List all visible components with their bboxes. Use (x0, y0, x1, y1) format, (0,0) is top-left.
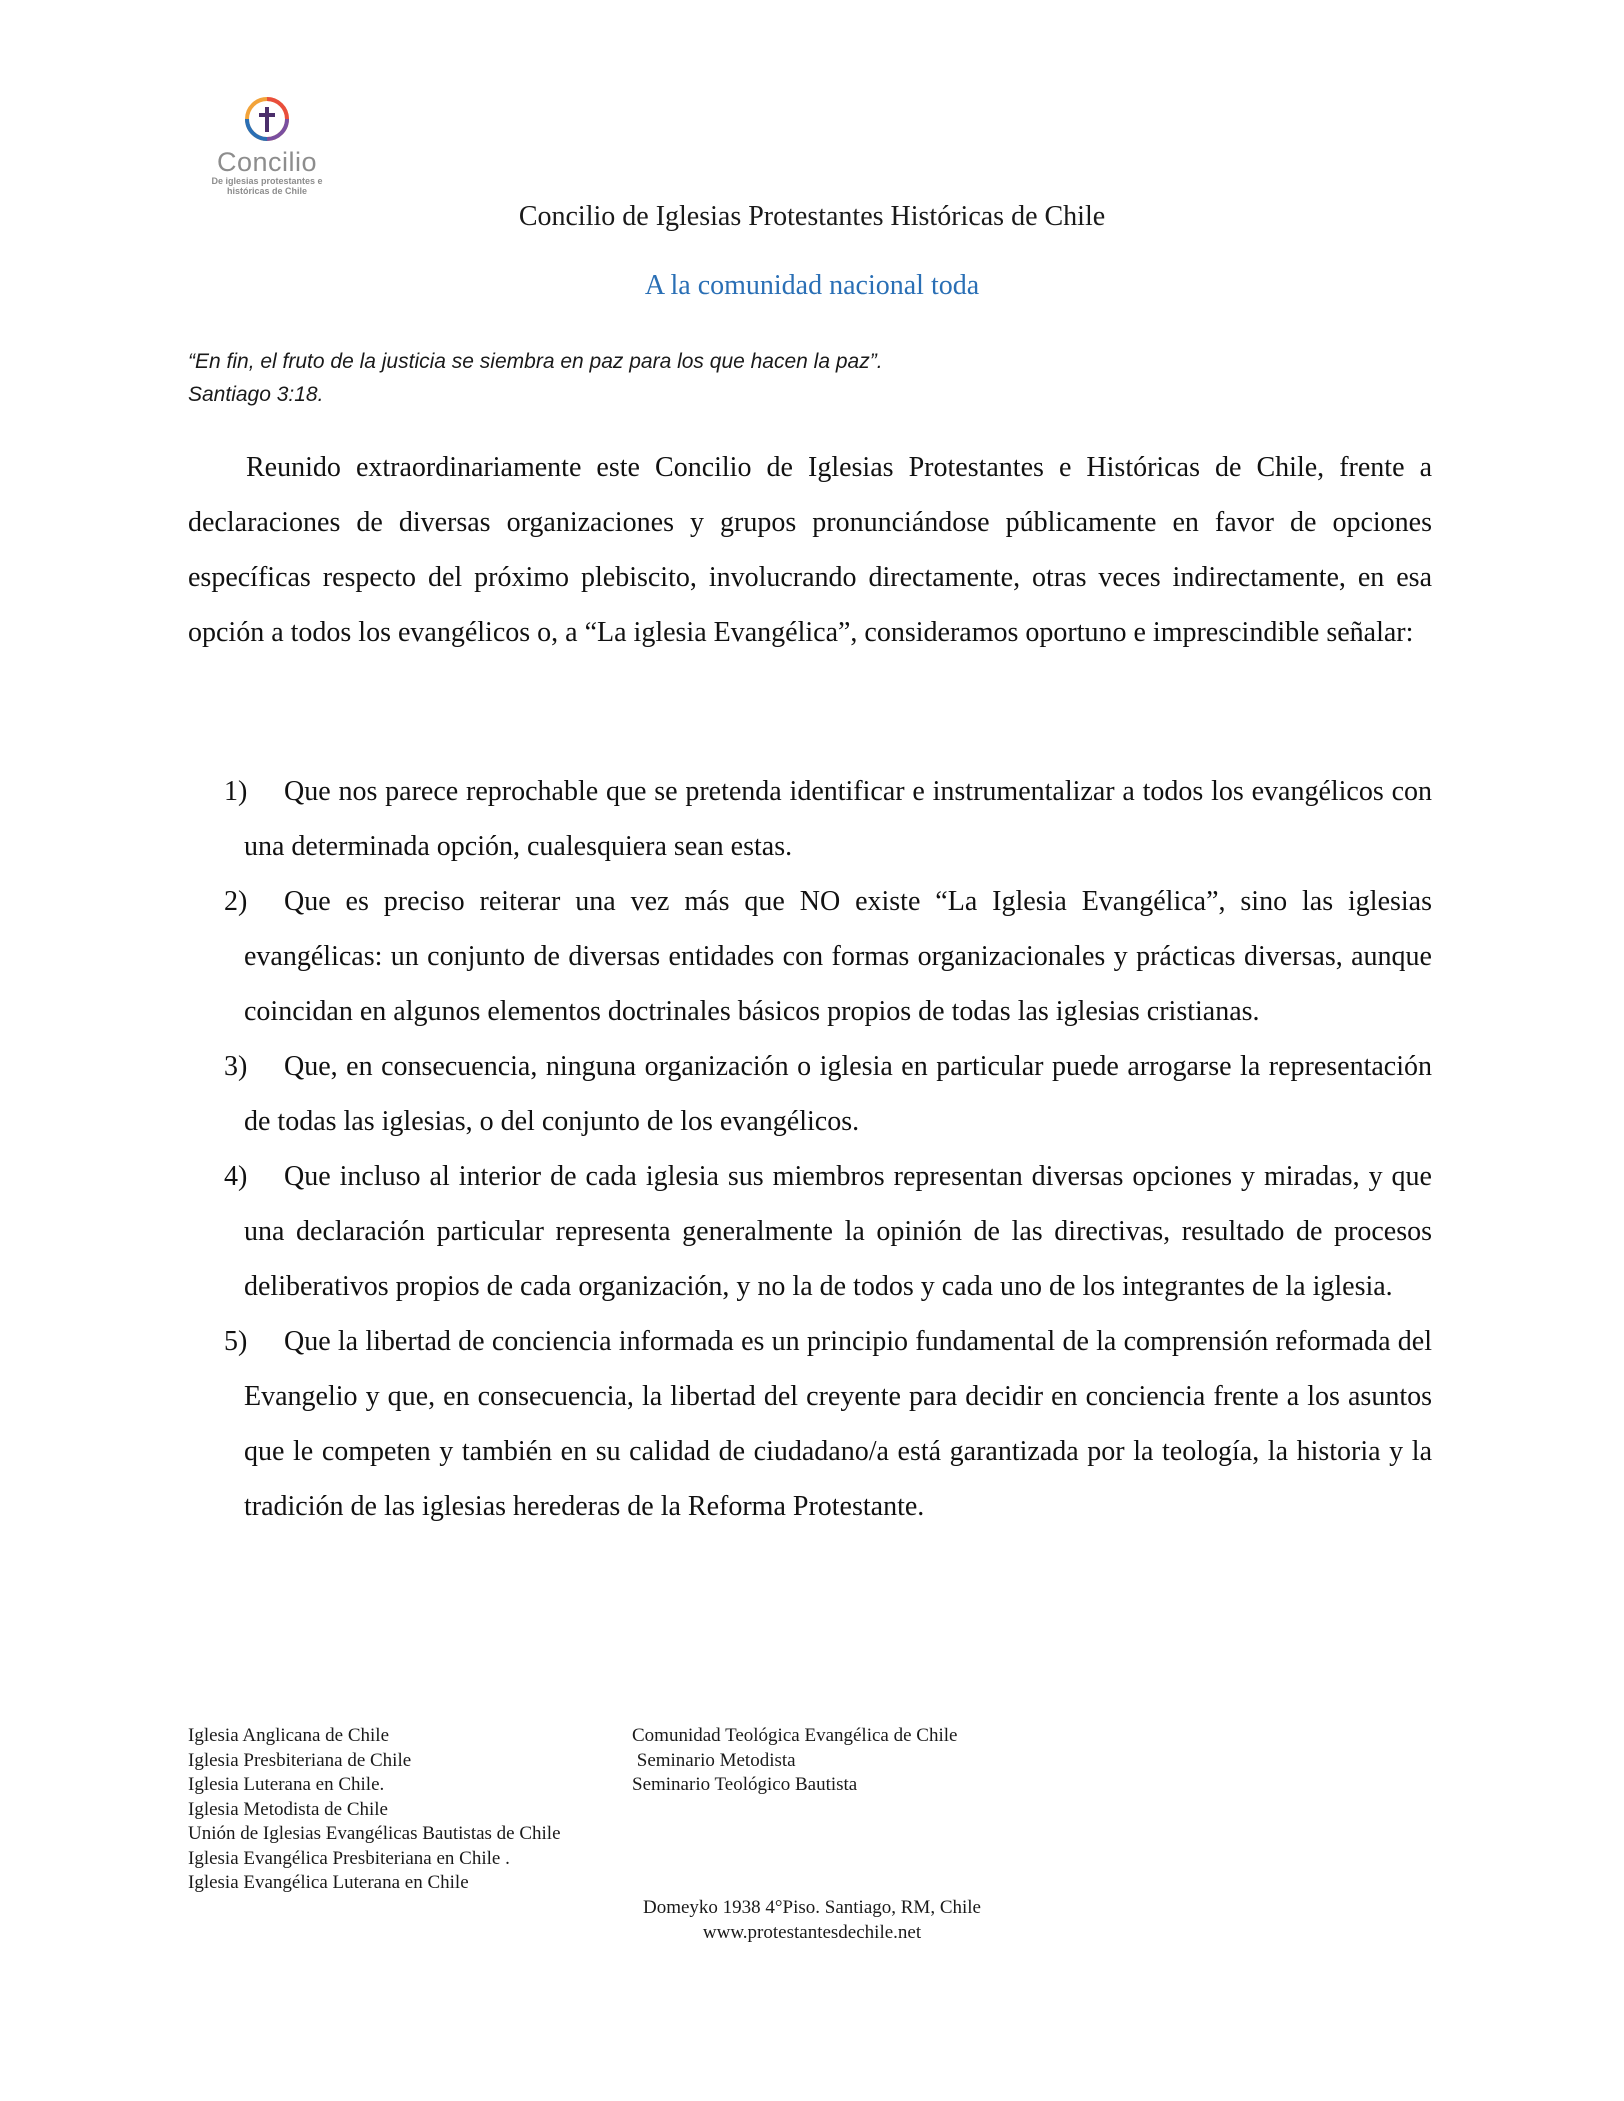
intro-paragraph: Reunido extraordinariamente este Concilio de Iglesias Protestantes e Históricas de Chile, frente a declaraciones de diversas organizaciones y grupos pronunciándose públicamente en favor de opciones específicas respecto del próximo plebiscito, involucrando directamente, otras veces indirectamente, en esa opción a todos los evangélicos o, a “La iglesia Evangélica”, consideramos oportuno e imprescindible señalar: (188, 452, 1432, 648)
logo-wordmark: Concilio (216, 147, 318, 177)
member-institutions-list (632, 1724, 957, 1798)
member-institution: Seminario Teológico Bautista (632, 1774, 858, 1795)
point-number: 5) (224, 1326, 248, 1357)
point-item (188, 1039, 1432, 1149)
point-text: Que nos parece reprochable que se pretenda identificar e instrumentalizar a todos los evangélicos con una determinada opción, cualesquiera sean estas. (244, 776, 1432, 862)
member-church: Unión de Iglesias Evangélicas Bautistas de Chile (188, 1823, 561, 1844)
logo-tagline-2: históricas de Chile (226, 186, 308, 196)
point-number: 4) (224, 1161, 248, 1192)
point-number: 1) (224, 776, 248, 807)
document-title: Concilio de Iglesias Protestantes Históricas de Chile (518, 201, 1106, 232)
point-number: 3) (224, 1051, 248, 1082)
footer-address: Domeyko 1938 4°Piso. Santiago, RM, Chile (643, 1897, 981, 1918)
logo-tagline-1: De iglesias protestantes e (211, 176, 323, 186)
point-text: Que es preciso reiterar una vez más que NO existe “La Iglesia Evangélica”, sino las iglesias evangélicas: un conjunto de diversas entidades con formas organizacionales y prácticas diversas, aunque coincidan en algunos elementos doctrinales básicos propios de todas las iglesias cristianas. (244, 886, 1432, 1027)
footer-website[interactable]: www.protestantesdechile.net (702, 1921, 922, 1943)
point-item (188, 1149, 1432, 1314)
concilio-logo (192, 94, 342, 204)
epigraph-reference: Santiago 3:18. (188, 383, 324, 406)
point-text: Que la libertad de conciencia informada es un principio fundamental de la comprensión reformada del Evangelio y que, en consecuencia, la libertad del creyente para decidir en conciencia frente a los asuntos que le competen y también en su calidad de ciudadano/a está garantizada por la teología, la historia y la tradición de las iglesias herederas de la Reforma Protestante. (244, 1326, 1432, 1522)
epigraph (188, 345, 1388, 411)
point-item (188, 1314, 1432, 1534)
footer-contact (0, 1896, 1624, 1945)
point-item (188, 764, 1432, 874)
member-church: Iglesia Evangélica Presbiteriana en Chile . (188, 1847, 510, 1869)
member-church: Iglesia Metodista de Chile (188, 1798, 388, 1820)
cross-ring-icon (242, 94, 292, 144)
member-churches-list (188, 1724, 561, 1896)
member-institution: Seminario Metodista (632, 1749, 796, 1771)
point-item (188, 874, 1432, 1039)
epigraph-text: “En fin, el fruto de la justicia se siembra en paz para los que hacen la paz”. (188, 350, 883, 373)
point-number: 2) (224, 886, 248, 917)
points-list (188, 764, 1432, 1534)
member-church: Iglesia Evangélica Luterana en Chile (188, 1872, 469, 1893)
member-church: Iglesia Presbiteriana de Chile (188, 1749, 412, 1771)
member-church: Iglesia Anglicana de Chile (188, 1725, 390, 1746)
document-subtitle: A la comunidad nacional toda (644, 270, 980, 301)
member-church: Iglesia Luterana en Chile. (188, 1774, 385, 1795)
member-institution: Comunidad Teológica Evangélica de Chile (632, 1725, 958, 1746)
point-text: Que, en consecuencia, ninguna organización o iglesia en particular puede arrogarse la representación de todas las iglesias, o del conjunto de los evangélicos. (244, 1051, 1432, 1137)
point-text: Que incluso al interior de cada iglesia sus miembros representan diversas opciones y miradas, y que una declaración particular representa generalmente la opinión de las directivas, resultado de procesos deliberativos propios de cada organización, y no la de todos y cada uno de los integrantes de la iglesia. (244, 1161, 1432, 1302)
